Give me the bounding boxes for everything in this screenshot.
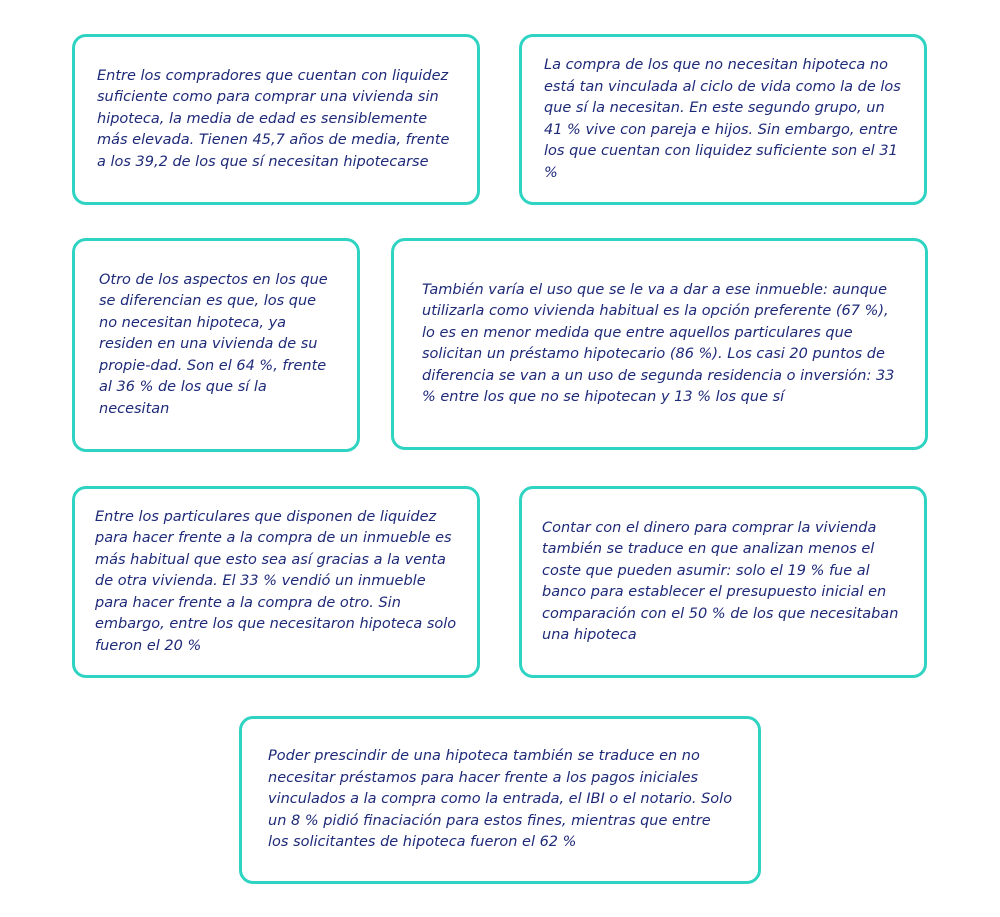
card-text: La compra de los que no necesitan hipoteca no está tan vinculada al ciclo de vida como la de los que sí la necesitan. En este segundo grupo, un 41 % vive con pareja e hijos. Sin embargo, entre los que cuentan con liquidez suficiente son el 31 % — [544, 57, 901, 181]
info-card-property-use — [391, 238, 928, 450]
card-text: También varía el uso que se le va a dar a ese inmueble: aunque utilizarla como vivienda habitual es la opción preferente (67 %), lo es en menor medida que entre aquellos particulares que solicitan un préstamo hipotecario (86 %). Los casi 20 puntos de diferencia se van a un uso de segunda residencia o inversión: 33 % entre los que no se hipotecan y 13 % los que sí — [422, 281, 895, 405]
card-text: Otro de los aspectos en los que se diferencian es que, los que no necesitan hipoteca, ya residen en una vivienda de su propie-dad. Son el 64 %, frente al 36 % de los que sí la necesitan — [99, 271, 328, 417]
card-text: Entre los compradores que cuentan con liquidez suficiente como para comprar una vivienda sin hipoteca, la media de edad es sensiblemente más elevada. Tienen 45,7 años de media, frente a los 39,2 de los que sí necesitan hipotecarse — [97, 67, 450, 170]
info-card-own-home — [72, 238, 360, 452]
card-text: Poder prescindir de una hipoteca también se traduce en no necesitar préstamos para hacer frente a los pagos iniciales vinculados a la compra como la entrada, el IBI o el notario. Solo un 8 % pidió finaciación para estos fines, mientras que entre los solicitantes de hipoteca fueron el 62 % — [268, 748, 733, 851]
info-card-life-cycle — [519, 34, 927, 205]
info-card-sale-of-home — [72, 486, 480, 678]
info-card-age — [72, 34, 480, 205]
info-card-initial-payments — [239, 716, 761, 884]
card-text: Contar con el dinero para comprar la vivienda también se traduce en que analizan menos el coste que pueden asumir: solo el 19 % fue al banco para establecer el presupuesto inicial en comparación con el 50 % de los que necesitaban una hipoteca — [542, 519, 899, 643]
info-card-budget — [519, 486, 927, 678]
card-text: Entre los particulares que disponen de liquidez para hacer frente a la compra de un inmueble es más habitual que esto sea así gracias a la venta de otra vivienda. El 33 % vendió un inmueble para hacer frente a la compra de otro. Sin embargo, entre los que necesitaron hipoteca solo fueron el 20 % — [95, 508, 457, 654]
